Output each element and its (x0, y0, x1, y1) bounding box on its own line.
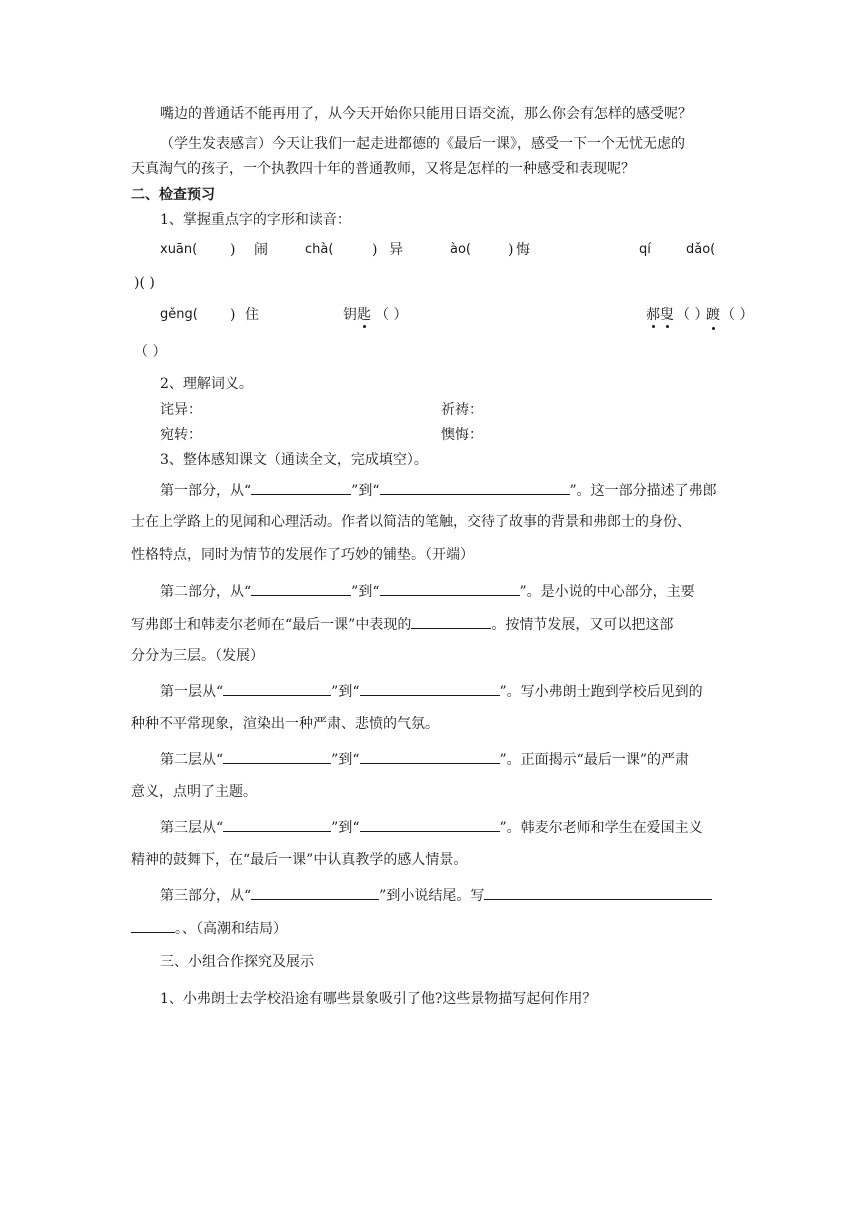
layer-1-line-2: 种种不平常现象，渲染出一种严肃、悲愤的气氛。 (131, 716, 439, 732)
blank-field[interactable] (251, 479, 351, 495)
pinyin-geng: gěng( (160, 307, 198, 322)
part-3-line-2: 。、（高潮和结局） (131, 917, 287, 939)
blank-field[interactable] (131, 917, 175, 933)
blank-field[interactable] (251, 580, 351, 596)
pinyin-ao: ào( (450, 242, 471, 257)
char-zhu: 住 (245, 307, 259, 323)
pinyin-xuan: xuān( (160, 242, 198, 257)
vocab-qidao: 祈祷： (441, 402, 483, 418)
blank-field[interactable] (380, 580, 520, 596)
section-heading-group-work: 三、小组合作探究及展示 (160, 954, 314, 970)
item-2-title: 2、理解词义。 (160, 376, 253, 392)
layer-1-line-1: 第一层从“ ”到“ ”。写小弗朗士跑到学校后见到的 (160, 680, 703, 702)
word-yaoshi: 钥匙 (343, 307, 371, 323)
section-heading-review: 二、检查预习 (131, 187, 215, 203)
part-2-line-3: 分分为三层。（发展） (131, 648, 264, 664)
word-haosou: 郝叟 (646, 307, 674, 323)
layer-3-line-1: 第三层从“ ”到“ ”。韩麦尔老师和学生在爱国主义 (160, 816, 703, 838)
char-nao: 闹 (254, 242, 268, 258)
intro-line-1: 嘴边的普通话不能再用了，从今天开始你只能用日语交流，那么你会有怎样的感受呢？ (160, 106, 692, 122)
layer-3-line-2: 精神的鼓舞下，在“最后一课”中认真教学的感人情景。 (131, 852, 468, 868)
pinyin-dao: dǎo( (686, 242, 716, 257)
pinyin-cha: chà( (305, 242, 334, 257)
vocab-aohui: 懊悔： (441, 427, 483, 443)
blank-field[interactable] (380, 479, 570, 495)
item-1-title: 1、掌握重点字的字形和读音： (160, 212, 351, 228)
part-1-line-3: 性格特点，同时为情节的发展作了巧妙的铺垫。（开端） (131, 547, 474, 563)
blank-field[interactable] (484, 884, 712, 900)
blank-field[interactable] (360, 816, 500, 832)
vocab-chayi: 诧异： (160, 402, 202, 418)
item-3-title: 3、整体感知课文（通读全文，完成填空）。 (160, 452, 428, 468)
intro-line-3: 天真淘气的孩子，一个执教四十年的普通教师，又将是怎样的一种感受和表现呢？ (131, 161, 635, 177)
blank-field[interactable] (223, 748, 331, 764)
pinyin-qi: qí (639, 242, 651, 257)
layer-2-line-2: 意义，点明了主题。 (131, 784, 257, 800)
blank-field[interactable] (223, 816, 331, 832)
word-duo: 踱 (706, 307, 720, 323)
char-hui: 悔 (516, 242, 530, 258)
vocab-wanzhuan: 宛转： (160, 427, 202, 443)
part-1-line-1: 第一部分，从“ ”到“ ”。这一部分描述了弗郎 (160, 479, 717, 501)
blank-field[interactable] (251, 884, 379, 900)
blank-field[interactable] (360, 748, 500, 764)
part-1-line-2: 士在上学路上的见闻和心理活动。作者以简洁的笔触，交待了故事的背景和弗郎士的身份、 (131, 514, 691, 530)
char-yi: 异 (389, 242, 403, 258)
blank-field[interactable] (411, 613, 491, 629)
part-3-line-1: 第三部分，从“ ”到小说结尾。写 (160, 884, 712, 906)
intro-line-2: （学生发表感言）今天让我们一起走进都德的《最后一课》，感受一下一个无忧无虑的 (160, 136, 685, 152)
question-1: 1、小弗朗士去学校沿途有哪些景象吸引了他?这些景物描写起何作用？ (160, 991, 597, 1007)
blank-field[interactable] (223, 680, 331, 696)
pinyin-row-1-wrap: )( ) (134, 275, 155, 291)
blank-field[interactable] (360, 680, 500, 696)
part-2-line-2: 写弗郎士和韩麦尔老师在“最后一课”中表现的 。按情节发展，又可以把这部 (131, 613, 673, 635)
layer-2-line-1: 第二层从“ ”到“ ”。正面揭示“最后一课”的严肃 (160, 748, 689, 770)
part-2-line-1: 第二部分，从“ ”到“ ”。是小说的中心部分，主要 (160, 580, 695, 602)
pinyin-row-2-wrap: （ ） (134, 344, 167, 360)
